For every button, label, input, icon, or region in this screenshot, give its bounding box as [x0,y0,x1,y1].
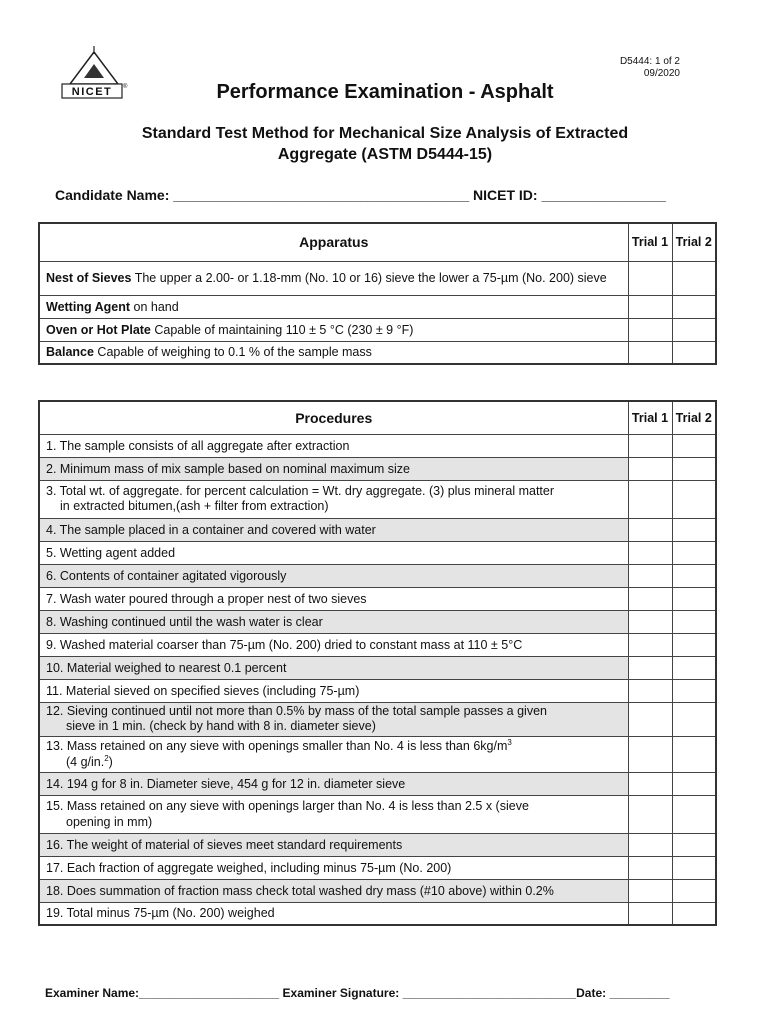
trial-1-checkbox[interactable] [628,772,672,795]
procedures-header-row [39,401,716,434]
apparatus-trial-2-heading: Trial 2 [672,223,716,261]
trial-1-checkbox[interactable] [628,518,672,541]
trial-2-checkbox[interactable] [672,856,716,879]
apparatus-trial-1-heading: Trial 1 [628,223,672,261]
trial-2-checkbox[interactable] [672,295,716,318]
procedure-row [39,518,716,541]
trial-1-checkbox[interactable] [628,318,672,341]
examiner-signature-label: Examiner Signature: [279,986,403,1000]
procedure-row [39,902,716,925]
apparatus-item [39,318,628,341]
apparatus-item-title: Balance [46,345,94,360]
procedure-row [39,656,716,679]
procedure-step: 8. Washing continued until the wash water is clear [39,610,628,633]
trial-1-checkbox[interactable] [628,457,672,480]
trial-2-checkbox[interactable] [672,480,716,518]
trial-1-checkbox[interactable] [628,702,672,736]
apparatus-item-text: Capable of weighing to 0.1 % of the sample mass [93,345,372,360]
procedure-row [39,679,716,702]
procedures-trial-2-heading: Trial 2 [672,401,716,434]
page-title: Performance Examination - Asphalt [216,81,554,103]
examiner-name-field[interactable]: _____________________ [139,986,280,1000]
nicet-id-label: NICET ID: [469,187,542,203]
apparatus-row [39,295,716,318]
procedure-step: 15. Mass retained on any sieve with openings larger than No. 4 is less than 2.5 x (sieve opening in mm) [39,795,628,833]
procedures-table [38,400,717,926]
trial-2-checkbox[interactable] [672,518,716,541]
apparatus-row [39,341,716,364]
procedure-step: 3. Total wt. of aggregate. for percent calculation = Wt. dry aggregate. (3) plus mineral matter in extracted bitumen,(ash + filter from extraction) [39,480,628,518]
procedure-row [39,587,716,610]
procedure-row [39,833,716,856]
candidate-name-field[interactable]: ______________________________________ [173,187,470,203]
procedure-step: 9. Washed material coarser than 75-µm (No. 200) dried to constant mass at 110 ± 5°C [39,633,628,656]
trial-1-checkbox[interactable] [628,833,672,856]
apparatus-item-title: Wetting Agent [46,299,131,314]
examiner-line [45,986,670,1000]
procedure-step: 1. The sample consists of all aggregate after extraction [39,434,628,457]
procedure-row [39,480,716,518]
apparatus-item [39,261,628,295]
trial-1-checkbox[interactable] [628,856,672,879]
trial-2-checkbox[interactable] [672,541,716,564]
procedure-row [39,457,716,480]
procedure-row [39,702,716,736]
trial-1-checkbox[interactable] [628,633,672,656]
candidate-line [55,187,666,203]
trial-2-checkbox[interactable] [672,879,716,902]
apparatus-header-row [39,223,716,261]
apparatus-item-text: Capable of maintaining 110 ± 5 °C (230 ± 9 °F) [150,322,414,337]
procedures-heading: Procedures [39,401,628,434]
trial-1-checkbox[interactable] [628,295,672,318]
procedure-step: 4. The sample placed in a container and covered with water [39,518,628,541]
procedure-row [39,564,716,587]
apparatus-item-title: Nest of Sieves [46,270,132,285]
trial-2-checkbox[interactable] [672,736,716,772]
nicet-id-field[interactable]: ________________ [541,187,667,203]
procedure-step: 16. The weight of material of sieves meet standard requirements [39,833,628,856]
trial-1-checkbox[interactable] [628,679,672,702]
trial-1-checkbox[interactable] [628,541,672,564]
trial-2-checkbox[interactable] [672,587,716,610]
trial-2-checkbox[interactable] [672,341,716,364]
subtitle-line-1: Standard Test Method for Mechanical Size Analysis of Extracted [141,125,629,142]
examiner-name-label: Examiner Name: [45,986,140,1000]
apparatus-item-title: Oven or Hot Plate [46,322,151,337]
trial-2-checkbox[interactable] [672,610,716,633]
procedure-step: 2. Minimum mass of mix sample based on nominal maximum size [39,457,628,480]
apparatus-heading: Apparatus [39,223,628,261]
apparatus-table [38,222,717,365]
doc-reference [620,56,680,80]
procedure-row [39,541,716,564]
procedure-row [39,879,716,902]
trial-2-checkbox[interactable] [672,702,716,736]
trial-1-checkbox[interactable] [628,587,672,610]
procedure-step: 12. Sieving continued until not more than 0.5% by mass of the total sample passes a given sieve in 1 min. (check by hand with 8 in. diameter sieve) [39,702,628,736]
trial-2-checkbox[interactable] [672,564,716,587]
svg-text:®: ® [123,84,128,90]
trial-1-checkbox[interactable] [628,879,672,902]
procedure-step: 10. Material weighed to nearest 0.1 percent [39,656,628,679]
apparatus-row [39,318,716,341]
procedure-row [39,633,716,656]
procedure-row [39,795,716,833]
doc-ref-date: 09/2020 [643,68,680,79]
procedure-row [39,856,716,879]
trial-2-checkbox[interactable] [672,261,716,295]
procedure-step: 19. Total minus 75-µm (No. 200) weighed [39,902,628,925]
apparatus-item [39,295,628,318]
date-field[interactable]: _________ [609,986,670,1000]
procedures-trial-1-heading: Trial 1 [628,401,672,434]
trial-2-checkbox[interactable] [672,633,716,656]
trial-2-checkbox[interactable] [672,457,716,480]
page-subtitle [0,123,770,165]
trial-1-checkbox[interactable] [628,261,672,295]
trial-2-checkbox[interactable] [672,434,716,457]
procedure-step: 6. Contents of container agitated vigorously [39,564,628,587]
doc-ref-page: D5444: 1 of 2 [619,56,680,67]
trial-1-checkbox[interactable] [628,434,672,457]
procedure-row [39,736,716,772]
date-label: Date: [576,986,610,1000]
subtitle-line-2: Aggregate (ASTM D5444-15) [277,146,493,163]
logo-text: NICET [71,86,113,98]
procedure-step: 7. Wash water poured through a proper nest of two sieves [39,587,628,610]
procedure-step: 13. Mass retained on any sieve with openings smaller than No. 4 is less than $6kg/m^3$ (4 g/in.$^2$) [39,736,628,772]
trial-1-checkbox[interactable] [628,795,672,833]
procedure-row [39,772,716,795]
trial-1-checkbox[interactable] [628,341,672,364]
apparatus-item-text: The upper a 2.00- or 1.18-mm (No. 10 or 16) sieve the lower a 75-µm (No. 200) sieve [131,270,607,285]
apparatus-item-text: on hand [130,299,179,314]
candidate-name-label: Candidate Name: [55,187,174,203]
procedure-step: 11. Material sieved on specified sieves (including 75-µm) [39,679,628,702]
trial-2-checkbox[interactable] [672,772,716,795]
trial-2-checkbox[interactable] [672,902,716,925]
trial-1-checkbox[interactable] [628,564,672,587]
trial-1-checkbox[interactable] [628,656,672,679]
procedure-row [39,610,716,633]
examiner-signature-field[interactable]: __________________________ [402,986,577,1000]
procedure-row [39,434,716,457]
apparatus-row [39,261,716,295]
trial-1-checkbox[interactable] [628,480,672,518]
trial-2-checkbox[interactable] [672,679,716,702]
trial-2-checkbox[interactable] [672,795,716,833]
trial-1-checkbox[interactable] [628,736,672,772]
trial-1-checkbox[interactable] [628,610,672,633]
procedure-step: 5. Wetting agent added [39,541,628,564]
trial-1-checkbox[interactable] [628,902,672,925]
procedure-step: 14. 194 g for 8 in. Diameter sieve, 454 g for 12 in. diameter sieve [39,772,628,795]
trial-2-checkbox[interactable] [672,833,716,856]
trial-2-checkbox[interactable] [672,318,716,341]
apparatus-item [39,341,628,364]
trial-2-checkbox[interactable] [672,656,716,679]
procedure-step: 18. Does summation of fraction mass check total washed dry mass (#10 above) within 0.2% [39,879,628,902]
procedure-step: 17. Each fraction of aggregate weighed, including minus 75-µm (No. 200) [39,856,628,879]
